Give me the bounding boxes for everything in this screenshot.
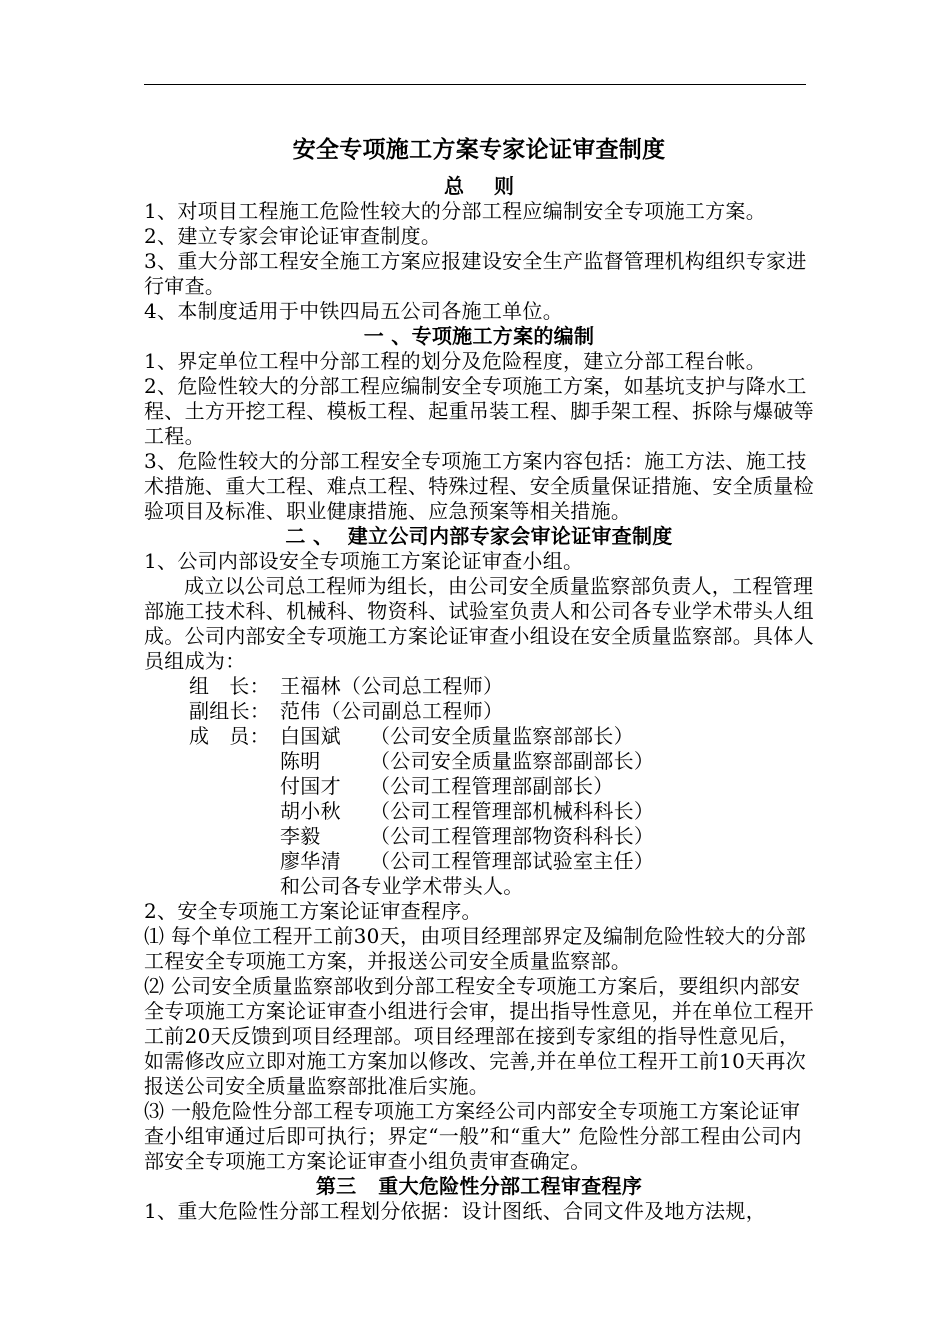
- roster-member-name: 陈明: [280, 749, 321, 773]
- section-2-heading: 二 、 建立公司内部专家会审论证审查制度: [285, 524, 673, 548]
- roster-role: 副组长：: [189, 699, 271, 723]
- section-2-item-1-paragraph: 成立以公司总工程师为组长，由公司安全质量监察部负责人，工程管理部施工技术科、机械科、物资科、试验室负责人和公司各专业学术带头人组成。公司内部安全专项施工方案论证审查小组设在安全质量监察部。具体人员组成为：: [144, 574, 814, 673]
- section-2-item-1: 1、公司内部设安全专项施工方案论证审查小组。: [144, 549, 584, 573]
- roster-row: [189, 799, 814, 824]
- roster-member: 王福林（公司总工程师）: [280, 674, 504, 698]
- section-1-item-3: 3、危险性较大的分部工程安全专项施工方案内容包括：施工方法、施工技术措施、重大工程、难点工程、特殊过程、安全质量保证措施、安全质量检验项目及标准、职业健康措施、应急预案等相关措施。: [144, 449, 814, 523]
- roster-role: [189, 749, 280, 774]
- roster-member-name: 白国斌: [280, 724, 341, 748]
- section-1-item-2: 2、危险性较大的分部工程应编制安全专项施工方案，如基坑支护与降水工程、土方开挖工程、模板工程、起重吊装工程、脚手架工程、拆除与爆破等工程。: [144, 374, 814, 448]
- roster-row: [189, 674, 814, 699]
- procedure-step-1: ⑴ 每个单位工程开工前30天，由项目经理部界定及编制危险性较大的分部工程安全专项施工方案，并报送公司安全质量监察部。: [144, 924, 807, 973]
- section-3-item-1: 1、重大危险性分部工程划分依据：设计图纸、合同文件及地方法规，: [144, 1199, 767, 1223]
- roster-role: [189, 824, 280, 849]
- general-item-1: 1、对项目工程施工危险性较大的分部工程应编制安全专项施工方案。: [144, 199, 767, 223]
- section-1-heading: 一 、专项施工方案的编制: [363, 324, 595, 348]
- section-3-heading: 第三 重大危险性分部工程审查程序: [315, 1174, 643, 1198]
- document-title: 安全专项施工方案专家论证审查制度: [292, 136, 666, 163]
- roster-row: [189, 849, 814, 874]
- section-2-item-2: 2、安全专项施工方案论证审查程序。: [144, 899, 482, 923]
- roster-member-title: （公司安全质量监察部副部长）: [370, 749, 655, 773]
- roster-tail: 和公司各专业学术带头人。: [280, 874, 524, 898]
- roster-role: [189, 774, 280, 799]
- roster-row: [189, 774, 814, 799]
- general-item-4: 4、本制度适用于中铁四局五公司各施工单位。: [144, 299, 564, 323]
- roster-member-title: （公司工程管理部机械科科长）: [370, 799, 655, 823]
- roster-role: 成 员：: [189, 724, 270, 748]
- header-rule: [144, 84, 806, 85]
- roster-member-title: （公司工程管理部物资科科长）: [370, 824, 655, 848]
- roster-row: [189, 724, 814, 749]
- roster-row: [189, 699, 814, 724]
- general-item-2: 2、建立专家会审论证审查制度。: [144, 224, 442, 248]
- roster-role: [189, 799, 280, 824]
- general-heading: 总则: [444, 174, 544, 198]
- roster-member-title: （公司安全质量监察部部长）: [370, 724, 634, 748]
- section-1-item-1: 1、界定单位工程中分部工程的划分及危险程度，建立分部工程台帐。: [144, 349, 767, 373]
- roster-row: [189, 824, 814, 849]
- roster-member-name: 胡小秋: [280, 799, 341, 823]
- document-body: [144, 134, 814, 1224]
- roster-member-name: 付国才: [280, 774, 341, 798]
- roster-member-title: （公司工程管理部副部长）: [370, 774, 614, 798]
- roster-member-name: 李毅: [280, 824, 321, 848]
- roster-member: 范伟（公司副总工程师）: [280, 699, 504, 723]
- roster-member-name: 廖华清: [280, 849, 341, 873]
- roster-row: [189, 749, 814, 774]
- procedure-step-2: ⑵ 公司安全质量监察部收到分部工程安全专项施工方案后，要组织内部安全专项施工方案论证审查小组进行会审，提出指导性意见，并在单位工程开工前20天反馈到项目经理部。项目经理部在接到专家组的指导性意见后，如需修改应立即对施工方案加以修改、完善,并在单位工程开工前10天再次报送公司安全质量监察部批准后实施。: [144, 974, 814, 1098]
- procedure-step-3: ⑶ 一般危险性分部工程专项施工方案经公司内部安全专项施工方案论证审查小组审通过后即可执行；界定“一般”和“重大” 危险性分部工程由公司内部安全专项施工方案论证审查小组负责审查确定。: [144, 1099, 802, 1173]
- general-item-3: 3、重大分部工程安全施工方案应报建设安全生产监督管理机构组织专家进行审查。: [144, 249, 807, 298]
- roster-role: 组 长：: [189, 674, 270, 698]
- member-roster: [189, 674, 814, 899]
- roster-role: [189, 849, 280, 874]
- roster-member-title: （公司工程管理部试验室主任）: [370, 849, 655, 873]
